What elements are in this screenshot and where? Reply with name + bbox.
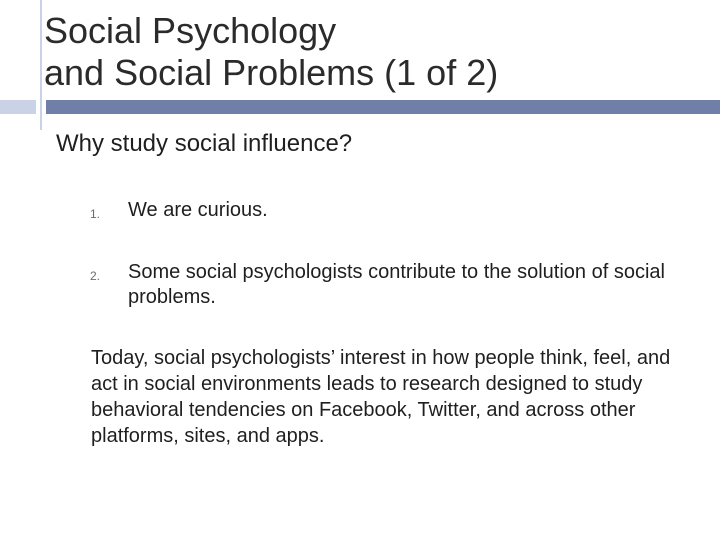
list-item-text: We are curious.	[128, 199, 268, 221]
reasons-list	[90, 198, 690, 310]
page-title	[44, 10, 498, 94]
title-line-2: and Social Problems (1 of 2)	[44, 52, 499, 93]
title-divider-right	[46, 100, 720, 114]
title-accent-vertical-line	[40, 0, 42, 130]
list-item-number: 2.	[90, 269, 101, 283]
body-paragraph: Today, social psychologists’ interest in how people think, feel, and act in social environments leads to research designed to study behavioral tendencies on Facebook, Twitter, and across other platforms, sites, and apps.	[91, 347, 671, 447]
list-item-text: Some social psychologists contribute to the solution of social problems.	[128, 261, 665, 308]
section-heading: Why study social influence?	[56, 130, 353, 157]
title-divider-left	[0, 100, 36, 114]
list-item-number: 1.	[90, 207, 101, 221]
list-item	[90, 198, 690, 223]
title-line-1: Social Psychology	[44, 10, 337, 51]
list-item	[90, 260, 690, 310]
